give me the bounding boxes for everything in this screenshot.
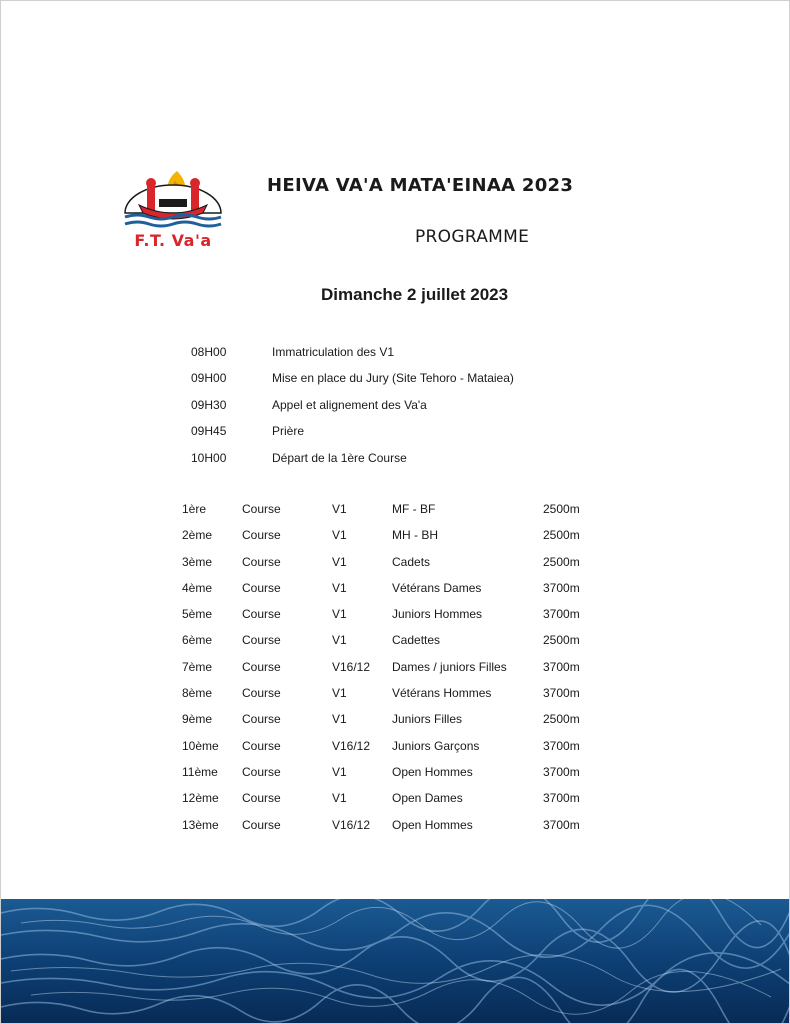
ocean-water-image xyxy=(1,899,790,1024)
race-distance: 3700m xyxy=(543,738,580,753)
race-category: Open Hommes xyxy=(392,817,473,832)
schedule-time: 08H00 xyxy=(191,345,227,359)
race-row xyxy=(182,818,602,844)
race-number: 12ème xyxy=(182,791,219,806)
race-row xyxy=(182,686,602,712)
race-number: 4ème xyxy=(182,580,213,595)
race-distance: 3700m xyxy=(543,686,580,701)
race-boat-type: V1 xyxy=(332,607,347,622)
race-number: 13ème xyxy=(182,817,219,832)
event-date: Dimanche 2 juillet 2023 xyxy=(321,285,509,304)
race-distance: 3700m xyxy=(543,764,580,779)
race-category: Cadets xyxy=(392,554,431,569)
race-boat-type: V1 xyxy=(332,528,347,543)
race-category: Juniors Filles xyxy=(392,712,463,727)
race-boat-type: V16/12 xyxy=(332,817,371,832)
schedule-description: Prière xyxy=(272,424,305,439)
ft-vaa-logo xyxy=(119,169,227,255)
race-course: Course xyxy=(242,659,281,674)
race-course: Course xyxy=(242,502,281,516)
race-distance: 3700m xyxy=(543,580,580,595)
race-distance: 3700m xyxy=(543,817,580,832)
race-distance: 2500m xyxy=(543,712,580,727)
schedule-description: Appel et alignement des Va'a xyxy=(272,397,427,412)
schedule-description: Immatriculation des V1 xyxy=(272,345,395,359)
schedule-description: Mise en place du Jury (Site Tehoro - Mataiea) xyxy=(272,371,514,386)
race-boat-type: V1 xyxy=(332,764,347,779)
race-course: Course xyxy=(242,738,281,753)
race-course: Course xyxy=(242,607,281,622)
logo-text: F.T. Va'a xyxy=(134,231,212,250)
race-boat-type: V1 xyxy=(332,712,347,727)
race-course: Course xyxy=(242,554,281,569)
race-row xyxy=(182,765,602,791)
race-category: MF - BF xyxy=(392,502,436,516)
schedule-time: 09H45 xyxy=(191,424,227,439)
race-course: Course xyxy=(242,712,281,727)
race-row xyxy=(182,581,602,607)
race-course: Course xyxy=(242,686,281,701)
race-distance: 3700m xyxy=(543,659,580,674)
race-category: Dames / juniors Filles xyxy=(392,659,507,674)
race-boat-type: V1 xyxy=(332,502,347,516)
race-row xyxy=(182,633,602,659)
race-number: 5ème xyxy=(182,607,213,622)
race-category: MH - BH xyxy=(392,528,438,543)
race-category: Cadettes xyxy=(392,633,441,648)
race-distance: 3700m xyxy=(543,607,580,622)
schedule-time: 10H00 xyxy=(191,450,227,465)
race-boat-type: V1 xyxy=(332,580,347,595)
race-course: Course xyxy=(242,817,281,832)
race-distance: 3700m xyxy=(543,791,580,806)
schedule-time: 09H30 xyxy=(191,397,227,412)
race-number: 6ème xyxy=(182,633,213,648)
race-table xyxy=(182,502,602,844)
race-number: 8ème xyxy=(182,686,213,701)
race-course: Course xyxy=(242,791,281,806)
race-number: 2ème xyxy=(182,528,213,543)
race-category: Open Hommes xyxy=(392,764,473,779)
race-boat-type: V16/12 xyxy=(332,659,371,674)
race-category: Open Dames xyxy=(392,791,463,806)
race-boat-type: V1 xyxy=(332,633,347,648)
race-row xyxy=(182,607,602,633)
race-row xyxy=(182,739,602,765)
race-number: 9ème xyxy=(182,712,213,727)
race-distance: 2500m xyxy=(543,633,580,648)
race-category: Juniors Garçons xyxy=(392,738,480,753)
race-boat-type: V1 xyxy=(332,791,347,806)
race-number: 7ème xyxy=(182,659,213,674)
page-subtitle: PROGRAMME xyxy=(415,227,530,247)
race-course: Course xyxy=(242,633,281,648)
race-number: 11ème xyxy=(182,764,218,779)
race-category: Vétérans Dames xyxy=(392,580,482,595)
race-row xyxy=(182,791,602,817)
race-number: 1ère xyxy=(182,502,207,516)
schedule-time: 09H00 xyxy=(191,371,227,386)
race-number: 3ème xyxy=(182,554,213,569)
race-row xyxy=(182,555,602,581)
race-distance: 2500m xyxy=(543,528,580,543)
race-row xyxy=(182,502,602,528)
race-category: Juniors Hommes xyxy=(392,607,483,622)
race-row xyxy=(182,660,602,686)
race-category: Vétérans Hommes xyxy=(392,686,492,701)
race-number: 10ème xyxy=(182,738,219,753)
race-course: Course xyxy=(242,580,281,595)
race-course: Course xyxy=(242,764,281,779)
va-a-canoe-logo-icon xyxy=(119,169,227,233)
race-row xyxy=(182,528,602,554)
race-boat-type: V16/12 xyxy=(332,738,371,753)
race-distance: 2500m xyxy=(543,502,580,516)
schedule-description: Départ de la 1ère Course xyxy=(272,450,407,465)
race-distance: 2500m xyxy=(543,554,580,569)
race-course: Course xyxy=(242,528,281,543)
page-title: HEIVA VA'A MATA'EINAA 2023 xyxy=(267,175,574,196)
race-row xyxy=(182,712,602,738)
race-boat-type: V1 xyxy=(332,686,347,701)
race-boat-type: V1 xyxy=(332,554,347,569)
